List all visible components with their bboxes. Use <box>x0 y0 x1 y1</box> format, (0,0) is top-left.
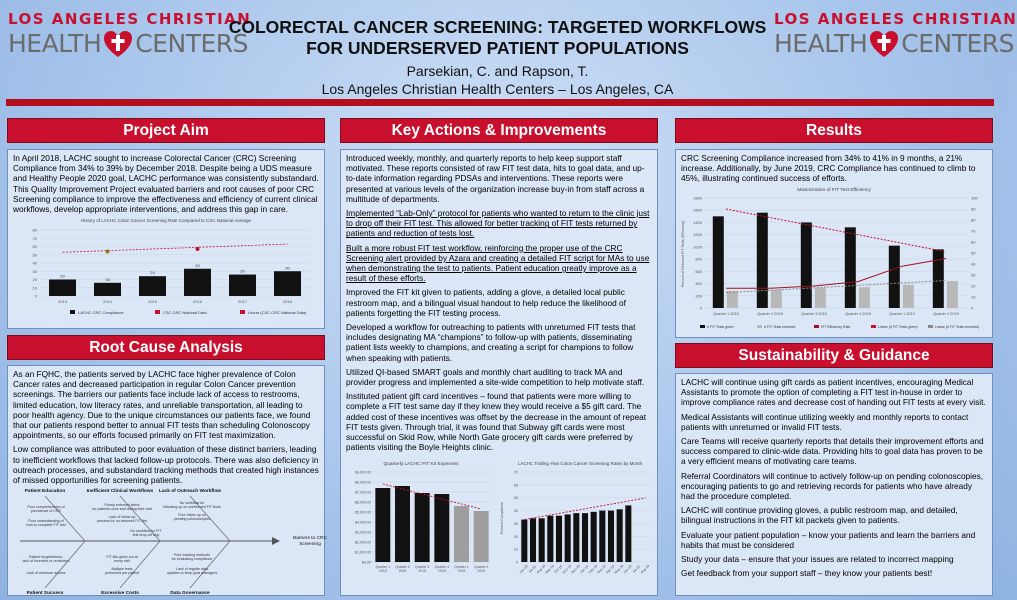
y-tick-label: 20 <box>32 277 37 282</box>
sustain-2: Medical Assistants will continue utilizing weekly and monthly reports to contact patients with unreturned or invalid FIT tests. <box>681 411 969 432</box>
logo-line1: LOS ANGELES CHRISTIAN <box>774 10 1017 28</box>
x-tick-label: Oct-18 <box>553 564 564 575</box>
bar-monthly-rate <box>582 513 588 562</box>
key-action-5: Developed a workflow for outreaching to patients with unreturned FIT tests that includes designating MA “champions” to follow-up with patients, disseminating patient lists weekly to champions, and creating a script for champions to follow when speaking with patients. <box>346 322 636 363</box>
y2-tick-label: 20 <box>971 283 976 289</box>
y-tick-label: 10 <box>32 285 37 291</box>
x-tick-label: Quarter 1 2018 <box>713 312 739 316</box>
fishbone-diagram <box>10 486 327 598</box>
fishbone-bone <box>120 541 160 588</box>
y-tick-label: 30 <box>32 268 37 274</box>
y-tick-label: 10 <box>513 547 518 552</box>
x-tick-label: Quarter 2 2019 <box>933 312 959 316</box>
y2-tick-label: 0 <box>971 305 974 311</box>
y-tick-label: $5,000.00 <box>355 510 371 515</box>
legend-swatch <box>871 325 876 328</box>
x-tick-label: Jul-19 <box>631 564 641 574</box>
fishbone-cause: No workflow for FIT test drop-off only <box>130 529 162 538</box>
x-tick-label: Quarter 3 2018 <box>801 312 827 316</box>
y2-tick-label: 60 <box>971 239 976 245</box>
y2-tick-label: 90 <box>971 206 976 212</box>
x-tick-label: 2013 <box>58 299 67 304</box>
fishbone-cause: Poor comprehension of prevalence of CRC <box>27 505 65 514</box>
bar-lachc-compliance <box>94 283 121 296</box>
sustain-6: Evaluate your patient population – know your patients and learn the barriers and habits that must be considered <box>681 529 976 550</box>
y-tick-label: 200 <box>695 293 702 299</box>
fishbone-cause: No workflow for following up on unreturned FIT tests <box>163 501 221 510</box>
logo-word-health: HEALTH <box>8 29 102 58</box>
trailing-chart <box>498 458 655 594</box>
logo-word-centers: CENTERS <box>135 29 249 58</box>
author-affiliation: Los Angeles Christian Health Centers – Los Angeles, CA <box>321 81 674 97</box>
arrow-head-icon <box>272 537 280 545</box>
x-tick-label: May-19 <box>613 563 625 575</box>
root-cause-text-2: Low compliance was attributed to poor evaluation of these distinct barriers, leading to inefficient workflows that lacked follow-up protocols. There was also deficiency in outreach processes, and substandard tracking methods that created high instances of missed opportunities for screening patients. <box>13 444 319 486</box>
y2-tick-label: 50 <box>971 250 976 256</box>
fishbone-cause: Poor tracking methods for evaluating compliance <box>171 553 213 562</box>
bar-fit-given <box>889 246 900 308</box>
y-tick-label: 70 <box>513 470 518 475</box>
bar-monthly-rate <box>573 513 579 562</box>
bar-fit-given <box>801 222 812 308</box>
y-axis-label: Percent of Returned FIT Tests (Efficiency) <box>681 220 685 288</box>
bar-expense <box>434 494 449 562</box>
y-tick-label: 400 <box>695 281 702 287</box>
y2-tick-label: 100 <box>971 195 978 201</box>
x-tick-label: 2015 <box>148 299 157 304</box>
y-tick-label: $2,000.00 <box>355 540 371 545</box>
y-tick-label: 1000 <box>693 244 702 250</box>
bar-lachc-compliance <box>139 276 166 296</box>
y2-tick-label: 80 <box>971 217 976 223</box>
chart-title: Quarterly LACHC FIT Kit Expenses <box>383 462 459 467</box>
sustainability-panel <box>675 373 993 596</box>
bar-fit-received <box>859 287 870 308</box>
y2-tick-label: 10 <box>971 294 976 300</box>
logo-word-centers: CENTERS <box>901 29 1015 58</box>
x-tick-label: Jun-19 <box>622 564 633 575</box>
trailing-chart-svg <box>498 458 655 592</box>
y-tick-label: 600 <box>695 268 702 274</box>
fishbone-cause: Patient forgetfulness, lack of incentive or reminders <box>22 555 70 564</box>
y-tick-label: 1200 <box>693 232 702 238</box>
bar-expense <box>375 488 390 562</box>
bar-lachc-compliance <box>274 271 301 296</box>
x-tick-label: Dec-18 <box>570 564 581 575</box>
legend-swatch <box>928 325 933 328</box>
x-tick-label: Mar-19 <box>596 564 607 575</box>
sustain-8: Get feedback from your support staff – they know your patients best! <box>681 568 933 579</box>
bar-lachc-compliance <box>49 280 76 297</box>
legend-label: # FIT Tests received <box>764 325 796 329</box>
y-tick-label: $9,000.00 <box>355 470 371 475</box>
trend-line-national <box>63 244 288 252</box>
y2-tick-label: 30 <box>971 272 976 278</box>
bar-monthly-rate <box>625 505 631 562</box>
bar-expense <box>415 493 430 562</box>
bar-monthly-rate <box>608 511 614 562</box>
title-divider <box>6 99 994 106</box>
x-tick-label: Jun-18 <box>518 564 529 575</box>
bar-fit-received <box>815 288 826 308</box>
legend-swatch <box>70 310 75 314</box>
bar-expense <box>395 486 410 562</box>
fishbone-cause: Poor understanding of how to complete FIT test <box>26 519 66 528</box>
x-tick-label: Quarter 4 2018 <box>845 312 871 316</box>
legend-label: Linear (# FIT Tests received) <box>935 325 980 329</box>
key-action-6: Utilized QI-based SMART goals and monthly chart auditing to track MA and provider progress and implemented a site-wide competition to help motivate staff. <box>346 366 645 388</box>
y-tick-label: 800 <box>695 256 702 262</box>
data-label: 20 <box>60 273 65 279</box>
legend-label: Linear (# FIT Tests given) <box>878 325 918 329</box>
root-cause-panel <box>7 365 325 596</box>
lachc-logo-right <box>774 10 1017 68</box>
data-label: 33 <box>195 262 200 268</box>
bar-fit-received <box>727 291 738 308</box>
data-label: 26 <box>240 268 245 274</box>
expenses-chart <box>341 458 496 594</box>
project-aim-header: Project Aim <box>7 118 325 143</box>
y-tick-label: 60 <box>32 244 37 249</box>
sustain-3: Care Teams will receive quarterly reports that details their improvement efforts and success compared to clinic-wide data. Providing hits to goal data has proven to be a very efficient means of motivating care teams. <box>681 436 984 467</box>
bar-monthly-rate <box>539 518 545 562</box>
bar-fit-received <box>771 290 782 308</box>
y-tick-label: 1800 <box>693 195 702 201</box>
fit-efficiency-chart <box>678 184 990 336</box>
legend-label: LACHC CRC Compliance <box>78 310 124 315</box>
sustain-1: LACHC will continue using gift cards as patient incentives, encouraging Medical Assistants to promote the option of completing a FIT test in-house in order to improve compliance rates and decrease cost of handing out FIT tests at every visit. <box>681 377 986 408</box>
y-tick-label: $0.00 <box>362 560 371 565</box>
key-action-4: Improved the FIT kit given to patients, adding a glove, a detailed local public restroom map, and a bilingual visual handout to help reduce the likelihood of patients forgetting the FIT testing process. <box>346 287 626 318</box>
fishbone-cause: Multiple tests performed per patient <box>104 567 140 576</box>
fishbone-category: Inefficient Clinical Workflows <box>86 489 154 494</box>
y-tick-label: 50 <box>32 252 37 258</box>
poster-title: COLORECTAL CANCER SCREENING: TARGETED WORKFLOWS FOR UNDERSERVED PATIENT POPULATIONS <box>228 17 767 58</box>
logo-line1: LOS ANGELES CHRISTIAN <box>8 10 252 28</box>
bar-monthly-rate <box>591 512 597 562</box>
bar-monthly-rate <box>565 514 571 562</box>
fishbone-cause: Poor follow up on pending colonoscopies <box>173 513 211 522</box>
fishbone-svg <box>10 486 327 596</box>
key-action-7: Instituted patient gift card incentives – found that patients were more willing to complete a FIT test same day if they knew they would receive a $5 gift card. The added cost of these incentives was offset by the decrease in the amount of repeat FIT tests given. Through trial, it was found that Subway gift cards were most successful on Skid Row, while North Gate grocery gift cards were preferred by patients visiting the Boyle Heights clinic. <box>346 391 647 453</box>
root-cause-header: Root Cause Analysis <box>7 335 325 360</box>
lachc-logo-left <box>8 10 252 68</box>
x-tick-label: Nov-18 <box>561 564 573 575</box>
y-tick-label: $7,000.00 <box>355 490 371 495</box>
fishbone-category: Patient Success <box>26 591 64 596</box>
legend-swatch <box>240 310 245 314</box>
y-tick-label: 80 <box>32 227 37 233</box>
legend-label: FIT Efficiency Rate <box>821 325 851 329</box>
bar-fit-given <box>845 227 856 308</box>
x-tick-label: Aug-19 <box>639 564 651 575</box>
x-tick-label: Jan-19 <box>579 564 590 575</box>
bar-fit-given <box>757 213 768 308</box>
poster-authors <box>225 62 770 98</box>
key-action-2: Implemented “Lab-Only” protocol for patients who wanted to return to the clinic just to drop off their FIT test. This allowed for better tracking of FIT tests returned by patients and reduction of tests lost. <box>346 208 650 239</box>
chart-title: LACHC Trailing Year Colon Cancer Screening Rates by Month <box>517 461 643 466</box>
expenses-chart-svg <box>341 458 496 592</box>
bar-monthly-rate <box>599 511 605 562</box>
key-action-3: Built a more robust FIT test workflow, reinforcing the proper use of the CRC Screening alert provided by Azara and creating a detailed FIT script for MAs to use when demonstrating the test to patients. Patient education greatly improve as a result of these efforts. <box>346 242 650 284</box>
x-tick-label: Quarter 1 2019 <box>889 312 915 316</box>
x-tick-label: Feb-19 <box>587 564 599 575</box>
y-axis-label: Percent Compliance <box>500 501 504 535</box>
x-tick-label: Quarter 1 2018 <box>375 565 390 573</box>
y-tick-label: 30 <box>513 521 518 526</box>
x-tick-label: Jul-18 <box>527 564 537 574</box>
legend-swatch <box>155 310 160 314</box>
sustain-7: Study your data – ensure that your issues are related to incorrect mapping <box>681 554 954 565</box>
y-tick-label: 20 <box>513 534 518 539</box>
key-action-1: Introduced weekly, monthly, and quarterly reports to help keep support staff motivated. These reports consisted of raw FIT test data, hits to goal data, and up-to-date information regarding PDSAs and interventions. These reports were presented at various levels of the organization increase buy-in from staff across a multitude of departments. <box>346 153 645 204</box>
y-tick-label: $4,000.00 <box>355 520 371 525</box>
fishbone-category: Excessive Costs <box>101 591 139 596</box>
bar-monthly-rate <box>530 518 536 562</box>
legend-label: CSC CRC National Data <box>163 310 207 315</box>
y-tick-label: $6,000.00 <box>355 500 371 505</box>
y-tick-label: 1600 <box>693 207 702 213</box>
bar-fit-given <box>713 216 724 308</box>
fit-efficiency-svg <box>678 184 990 334</box>
x-tick-label: 2018 <box>283 299 292 304</box>
data-label: 30 <box>285 265 290 271</box>
legend-swatch <box>757 325 762 328</box>
legend-swatch <box>700 325 705 328</box>
fishbone-cause: Poorly enforced alerts for patients once and during their visit <box>92 503 152 512</box>
legend-label: Linear (CSC CRC National Data) <box>248 310 307 315</box>
fishbone-bone <box>190 541 230 588</box>
bar-monthly-rate <box>521 520 527 562</box>
fishbone-cause: FIT kits given out at every visit <box>106 555 138 564</box>
x-tick-label: 2017 <box>238 299 247 304</box>
y-tick-label: 60 <box>513 483 518 488</box>
x-tick-label: Aug-18 <box>535 564 547 575</box>
sustain-4: Referral Coordinators will continue to actively follow-up on pending colonoscopies, encouraging patients to go and retrieving records for patients who have already had the procedure completed. <box>681 470 984 502</box>
results-text: CRC Screening Compliance increased from 34% to 41% in 9 months, a 21% increase. Additionally, by June 2019, CRC Compliance has continued to climb to 45%, illustrating continued success of efforts. <box>681 153 976 184</box>
heart-cross-icon <box>103 30 133 58</box>
history-chart <box>10 214 322 330</box>
y-tick-label: $3,000.00 <box>355 530 371 535</box>
bar-lachc-compliance <box>229 275 256 296</box>
fishbone-bone <box>45 541 85 588</box>
x-tick-label: Quarter 3 2018 <box>415 565 430 573</box>
bar-monthly-rate <box>547 516 553 562</box>
legend-label: # FIT Tests given <box>707 325 734 329</box>
project-aim-text: In April 2018, LACHC sought to increase Colorectal Cancer (CRC) Screening Compliance from 34% to 39% by December 2018. Despite being a UDS measure and Healthy People 2020 goal, LACHC performance was consistently substandard. This Quality Improvement Project evaluated barriers and root causes of poor CRC Screening compliance to improve the effectiveness and efficiency of current clinical workflows, develop appropriate interventions, and address this gap in care. <box>13 153 319 215</box>
chart-title: History of LACHC Colon Cancer Screening Rate Compared to CSC National Average <box>81 218 251 223</box>
sustain-5: LACHC will continue providing gloves, a public restroom map, and detailed, bilingual instructions in the FIT kit packets given to patients. <box>681 505 958 526</box>
bar-fit-given <box>933 249 944 308</box>
x-tick-label: Apr-19 <box>605 564 616 575</box>
bar-expense <box>454 506 469 562</box>
fishbone-category: Data Governance <box>170 591 210 596</box>
chart-title: Maximization of FIT Test Efficiency <box>797 188 871 193</box>
y-tick-label: $8,000.00 <box>355 480 371 485</box>
y-tick-label: 40 <box>32 260 37 266</box>
fishbone-cause: Lack of regular data updates to keep goal managers <box>166 567 218 576</box>
bar-monthly-rate <box>556 516 562 562</box>
history-chart-svg <box>10 214 322 328</box>
key-actions-panel <box>340 149 658 596</box>
bar-lachc-compliance <box>184 269 211 296</box>
y-tick-label: $1,000.00 <box>355 550 371 555</box>
logo-word-health: HEALTH <box>774 29 868 58</box>
x-tick-label: Quarter 2 2019 <box>474 565 489 573</box>
project-aim-panel <box>7 149 325 329</box>
y2-tick-label: 70 <box>971 228 976 234</box>
bar-monthly-rate <box>617 509 623 562</box>
x-tick-label: Quarter 4 2018 <box>434 565 449 573</box>
x-tick-label: Quarter 1 2019 <box>454 565 469 573</box>
y-tick-label: 50 <box>513 496 518 501</box>
root-cause-text-1: As an FQHC, the patients served by LACHC face higher prevalence of Colon Cancer rates and decreased participation in regular Colon Cancer prevention screenings. The barriers our patients face include lack of access to restrooms, limited education, low literacy rates, and unreliable transportation, all leading to poor health agency. Due to the unique circumstances our patients face, we found that our patients respond better to annual FIT tests than scheduling Colonoscopy appointments, so our efforts focused primarily on FIT test maximization. <box>13 369 311 441</box>
fishbone-cause: Lack of follow up process for un-returned FIT kits <box>96 515 148 524</box>
point-csc-national <box>196 247 200 251</box>
legend-swatch <box>814 325 819 328</box>
bar-fit-received <box>903 285 914 308</box>
key-actions-header: Key Actions & Improvements <box>340 118 658 143</box>
heart-cross-icon <box>869 30 899 58</box>
x-tick-label: Sep-18 <box>544 564 555 575</box>
fishbone-cause: Lack of restroom access <box>26 571 66 575</box>
fishbone-category: Patient Education <box>24 489 66 494</box>
y-tick-label: 0 <box>515 560 518 565</box>
y2-tick-label: 40 <box>971 261 976 267</box>
y-tick-label: 40 <box>513 509 518 514</box>
y-tick-label: 1400 <box>693 219 702 225</box>
fishbone-effect-line1: Barriers to CRC <box>293 536 327 541</box>
y-tick-label: 70 <box>32 235 37 241</box>
x-tick-label: Quarter 2 2018 <box>757 312 783 316</box>
results-header: Results <box>675 118 993 143</box>
results-panel <box>675 149 993 338</box>
data-label: 16 <box>105 276 110 282</box>
sustainability-header: Sustainability & Guidance <box>675 343 993 368</box>
point-csc-national <box>106 249 110 253</box>
y-tick-label: 0 <box>699 305 702 311</box>
bar-expense <box>474 511 489 562</box>
x-tick-label: 2016 <box>193 299 202 304</box>
author-names: Parsekian, C. and Rapson, T. <box>406 63 589 79</box>
bar-fit-received <box>947 281 958 308</box>
fishbone-effect-line2: Screening <box>299 542 321 547</box>
x-tick-label: 2014 <box>103 299 112 304</box>
data-label: 24 <box>150 270 155 276</box>
fishbone-category: Lack of Outreach Workflow <box>158 489 222 494</box>
x-tick-label: Quarter 2 2018 <box>395 565 410 573</box>
y-tick-label: 0 <box>34 293 37 299</box>
